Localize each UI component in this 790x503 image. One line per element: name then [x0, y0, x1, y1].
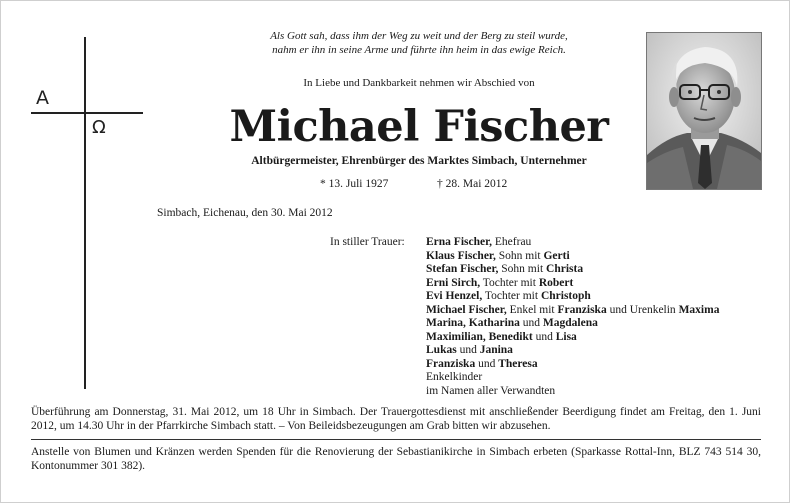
mourner-entry: Evi Henzel, Tochter mit Christoph	[426, 290, 591, 302]
place-and-date: Simbach, Eichenau, den 30. Mai 2012	[157, 207, 333, 219]
death-date: † 28. Mai 2012	[437, 178, 508, 190]
birth-date: * 13. Juli 1927	[320, 178, 389, 190]
deceased-name: Michael Fischer	[229, 102, 609, 152]
mourner-entry: Michael Fischer, Enkel mit Franziska und Urenkelin Maxima	[426, 303, 720, 316]
mourner-entry: Enkelkinder	[426, 371, 483, 383]
mourners-list	[426, 236, 776, 398]
mourner-entry: Erna Fischer, Ehefrau	[426, 236, 532, 248]
mourner-entry: Erni Sirch, Tochter mit Robert	[426, 276, 574, 289]
divider-line	[31, 439, 761, 440]
mourner-entry: Klaus Fischer, Sohn mit Gerti	[426, 249, 570, 262]
mourner-entry: Stefan Fischer, Sohn mit Christa	[426, 263, 584, 275]
omega-symbol: Ω	[92, 117, 106, 138]
alpha-symbol: A	[36, 87, 49, 109]
funeral-details: Überführung am Donnerstag, 31. Mai 2012, um 18 Uhr in Simbach. Der Trauergottesdienst mit anschließender Beerdigung findet am Freitag, den 1. Juni 2012, um 14.30 Uhr in der Pfarrkirche Simbach statt. – Von Beileidsbezeugungen am Grab bitten wir abzusehen.	[31, 406, 761, 432]
portrait-photo-icon	[647, 33, 761, 189]
mourner-entry: im Namen aller Verwandten	[426, 384, 556, 397]
mourner-entry: Maximilian, Benedikt und Lisa	[426, 330, 577, 343]
mourner-entry: Lukas und Janina	[426, 344, 513, 356]
mourner-entry: Franziska und Theresa	[426, 357, 538, 370]
deceased-titles: Altbürgermeister, Ehrenbürger des Marktes Simbach, Unternehmer	[251, 155, 587, 167]
cross-horizontal-bar	[31, 112, 143, 114]
donation-note: Anstelle von Blumen und Kränzen werden Spenden für die Renovierung der Sebastianikirche in Simbach erbeten (Sparkasse Rottal-Inn, BLZ 743 514 30, Kontonummer 301 382).	[31, 446, 761, 472]
quote-line-1: Als Gott sah, dass ihm der Weg zu weit und der Berg zu steil wurde,	[270, 30, 568, 42]
quote-line-2: nahm er ihn in seine Arme und führte ihn heim in das ewige Reich.	[272, 44, 566, 56]
memorial-quote	[180, 29, 658, 57]
portrait-photo	[646, 32, 762, 190]
farewell-intro: In Liebe und Dankbarkeit nehmen wir Abschied von	[303, 77, 535, 89]
cross-vertical-bar	[84, 37, 86, 389]
mourners-label: In stiller Trauer:	[330, 236, 405, 248]
mourner-entry: Marina, Katharina und Magdalena	[426, 317, 598, 329]
